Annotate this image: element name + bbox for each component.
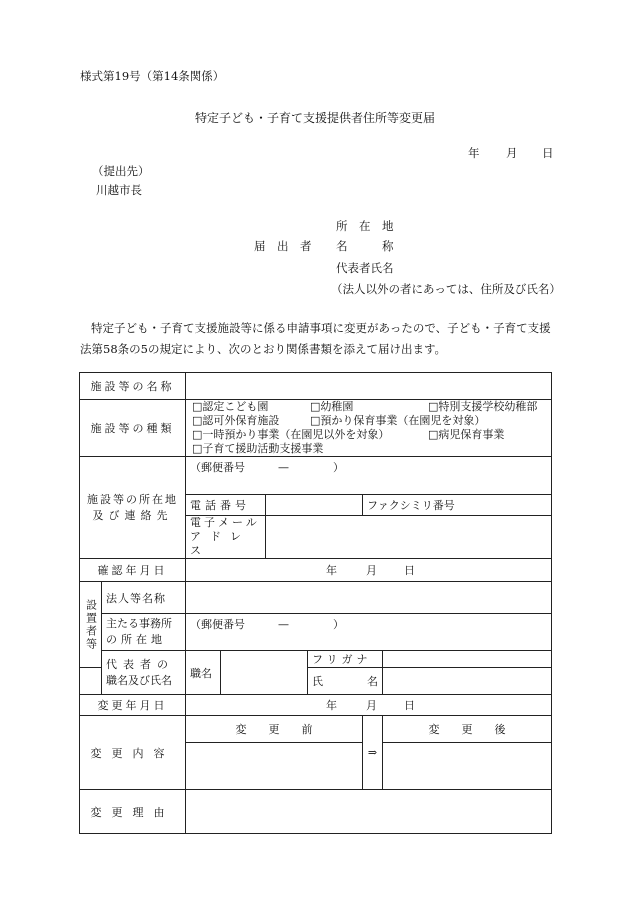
office-label-line1: 主たる事務所	[106, 617, 172, 630]
type-support-activity[interactable]: □子育て援助活動支援事業	[192, 442, 324, 455]
after-label: 変 更 後	[383, 716, 552, 743]
change-year: 年	[326, 699, 337, 712]
rep-spacer	[80, 668, 102, 695]
title-label: 職名	[186, 651, 221, 695]
title-field[interactable]	[221, 651, 308, 695]
date-day: 日	[542, 146, 554, 160]
founder-label	[80, 582, 102, 668]
confirm-date-label: 確認年月日	[80, 559, 186, 582]
rep-name-field[interactable]	[383, 668, 552, 695]
type-special-school[interactable]: □特別支援学校幼稚部	[428, 400, 538, 413]
form-title: 特定子ども・子育て支援提供者住所等変更届	[194, 111, 435, 125]
recipient-label: （提出先）	[92, 164, 150, 178]
after-field[interactable]	[383, 743, 552, 790]
phone-label: 電話番号	[186, 495, 266, 516]
type-kindergarten[interactable]: □幼稚園	[310, 400, 354, 413]
form-number: 様式第19号（第14条関係）	[80, 69, 225, 83]
change-day: 日	[404, 699, 415, 712]
confirm-month: 月	[366, 564, 377, 577]
notifier-rep-label: 代表者氏名	[336, 261, 394, 275]
change-date-field[interactable]	[186, 695, 552, 716]
email-label	[186, 516, 266, 559]
facility-type-options	[186, 400, 552, 457]
furigana-label: フリガナ	[308, 651, 383, 668]
type-unlicensed[interactable]: □認可外保育施設	[192, 414, 280, 427]
email-label-line2: アドレス	[190, 530, 250, 557]
type-temporary-care[interactable]: □一時預かり事業（在園児以外を対象）	[192, 428, 390, 441]
confirm-day: 日	[404, 564, 415, 577]
rep-label	[102, 651, 186, 695]
recipient-name: 川越市長	[96, 183, 142, 197]
location-postal-field[interactable]	[186, 457, 552, 495]
office-label-line2: の所在地	[106, 633, 166, 646]
office-postal-field[interactable]	[186, 614, 552, 651]
date-year: 年	[468, 146, 480, 160]
type-kodomoen[interactable]: □認定こども園	[192, 400, 269, 413]
rep-name-label: 氏 名	[308, 668, 383, 695]
facility-type-label: 施設等の種類	[80, 400, 186, 457]
confirm-date-field[interactable]	[186, 559, 552, 582]
corp-name-field[interactable]	[186, 582, 552, 614]
postal-code-label: （郵便番号 — ）	[190, 461, 344, 474]
location-contact-line1: 施設等の所在地	[87, 492, 178, 506]
facility-name-field[interactable]	[186, 373, 552, 400]
type-extended-care[interactable]: □預かり保育事業（在園児を対象）	[310, 414, 486, 427]
founder-label-text: 設置者等	[84, 598, 98, 651]
location-contact-line2: 及び連絡先	[92, 508, 173, 522]
corp-name-label: 法人等名称	[102, 582, 186, 614]
before-label: 変 更 前	[186, 716, 363, 743]
change-form-table	[79, 372, 552, 834]
date-month: 月	[506, 146, 518, 160]
office-postal-label: （郵便番号 — ）	[190, 618, 344, 631]
change-content-label: 変更内容	[80, 716, 186, 790]
submission-date	[468, 145, 554, 161]
change-date-label: 変更年月日	[80, 695, 186, 716]
change-reason-label: 変更理由	[80, 790, 186, 834]
body-text: 特定子ども・子育て支援施設等に係る申請事項に変更があったので、子ども・子育て支援法第58条の5の規定により、次のとおり関係書類を添えて届け出ます。	[80, 321, 551, 356]
change-month: 月	[366, 699, 377, 712]
office-label	[102, 614, 186, 651]
email-field[interactable]	[266, 516, 552, 559]
phone-field[interactable]	[266, 495, 363, 516]
rep-label-line1: 代表者の	[106, 657, 174, 671]
before-field[interactable]	[186, 743, 363, 790]
notifier-address-label: 所 在 地	[336, 219, 394, 233]
rep-label-line2: 職名及び氏名	[106, 673, 172, 687]
facility-name-label: 施設等の名称	[80, 373, 186, 400]
arrow-icon: ⇒	[363, 716, 383, 790]
email-label-line1: 電子メール	[190, 516, 260, 529]
confirm-year: 年	[326, 564, 337, 577]
notifier-name-label: 名 称	[336, 239, 394, 253]
furigana-field[interactable]	[383, 651, 552, 668]
type-sick-child[interactable]: □病児保育事業	[428, 428, 505, 441]
location-contact-label	[80, 457, 186, 559]
fax-label: ファクシミリ番号	[363, 495, 552, 516]
change-reason-field[interactable]	[186, 790, 552, 834]
notifier-note: （法人以外の者にあっては、住所及び氏名）	[331, 282, 561, 296]
notifier-label: 届 出 者	[254, 239, 312, 253]
